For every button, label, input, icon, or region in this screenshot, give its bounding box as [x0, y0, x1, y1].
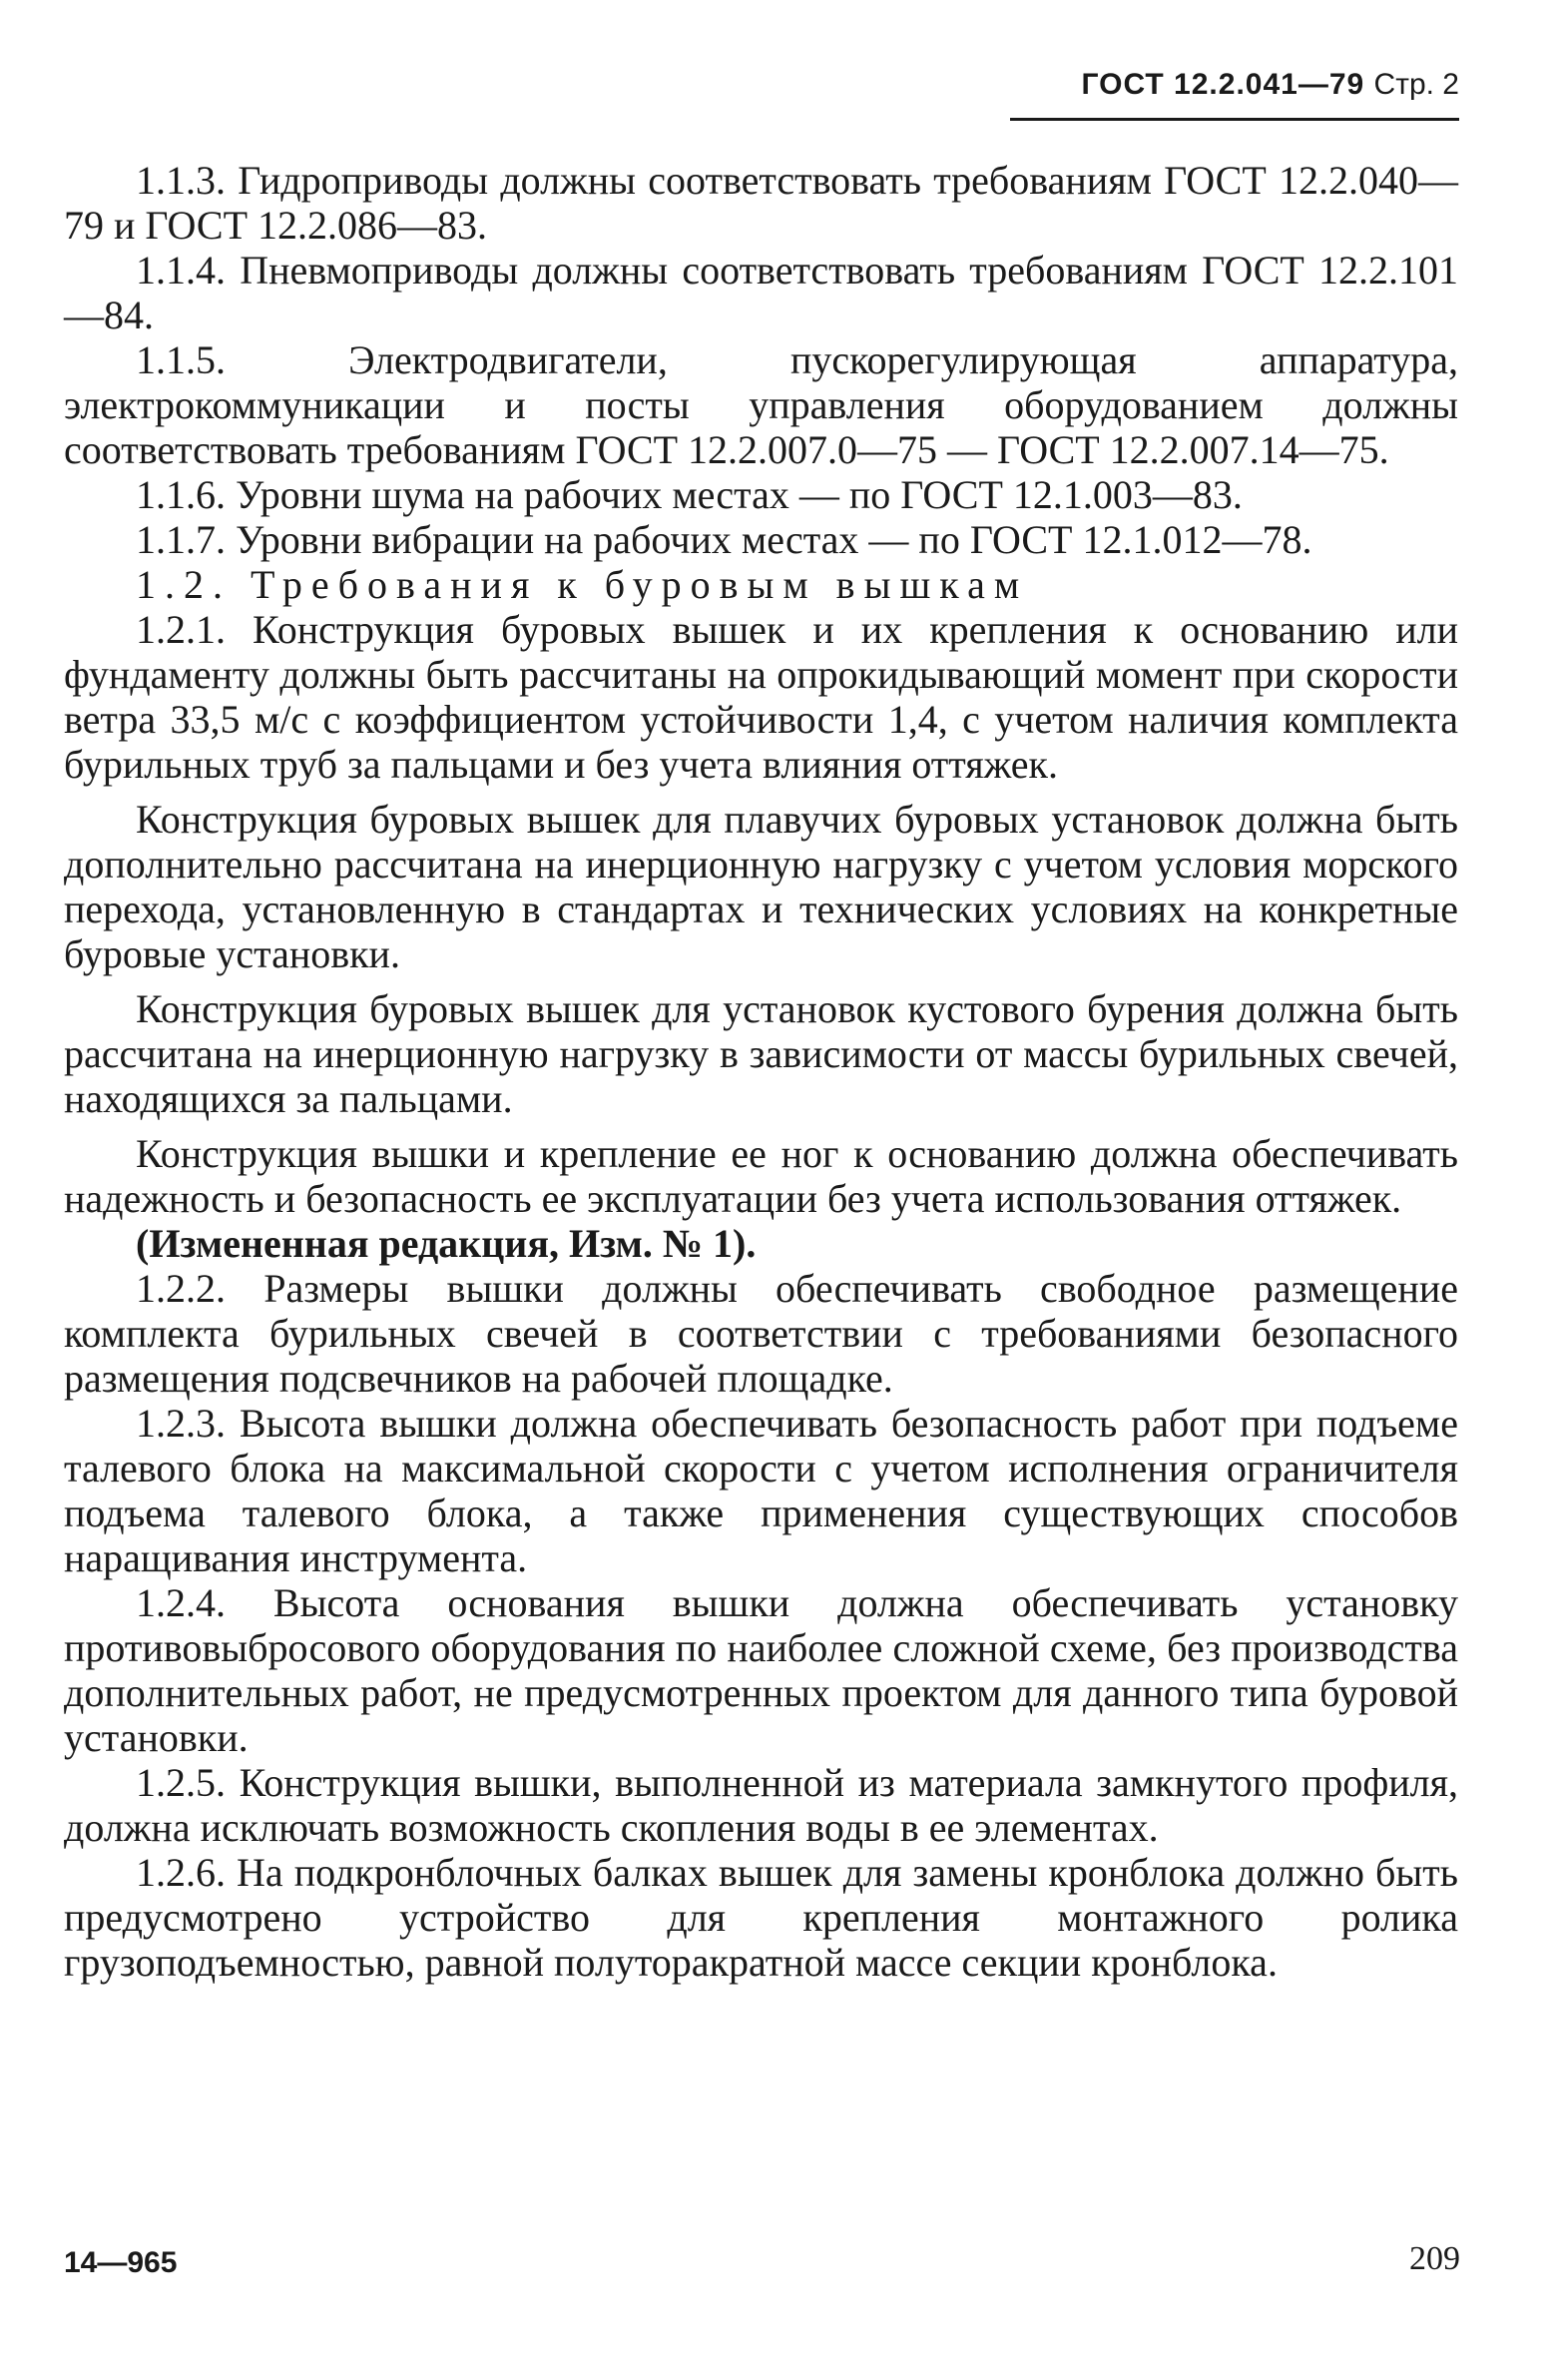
header-rule [1010, 118, 1459, 121]
paragraph-leg-fastening: Конструкция вышки и крепление ее ног к основанию должна обеспечивать надежность и безопасность ее эксплуатации без учета использования оттяжек. [64, 1131, 1458, 1221]
clause-1-2-6: 1.2.6. На подкронблочных балках вышек для замены кронблока должно быть предусмотрено устройство для крепления монтажного ролика грузоподъемностью, равной полуторакратной массе секции кронблока. [64, 1850, 1458, 1985]
amendment-note: (Измененная редакция, Изм. № 1). [136, 1221, 757, 1266]
clause-1-2-4: 1.2.4. Высота основания вышки должна обеспечивать установку противовыбросового оборудования по наиболее сложной схеме, без производства дополнительных работ, не предусмотренных проектом для данного типа буровой установки. [64, 1580, 1458, 1760]
clause-1-1-4: 1.1.4. Пневмоприводы должны соответствовать требованиям ГОСТ 12.2.101—84. [64, 248, 1458, 337]
page-number: 209 [1409, 2240, 1460, 2277]
page-label: Стр. 2 [1373, 68, 1459, 101]
clause-1-1-6: 1.1.6. Уровни шума на рабочих местах — по ГОСТ 12.1.003—83. [136, 472, 1243, 517]
body-text [64, 158, 1458, 1985]
clause-1-2-1: 1.2.1. Конструкция буровых вышек и их крепления к основанию или фундаменту должны быть рассчитаны на опрокидывающий момент при скорости ветра 33,5 м/с с коэффициентом устойчивости 1,4, с учетом наличия комплекта бурильных труб за пальцами и без учета влияния оттяжек. [64, 607, 1458, 787]
clause-1-2-3: 1.2.3. Высота вышки должна обеспечивать безопасность работ при подъеме талевого блока на максимальной скорости с учетом исполнения ограничителя подъема талевого блока, а также применения существующих способов наращивания инструмента. [64, 1401, 1458, 1580]
printer-signature: 14—965 [64, 2246, 178, 2279]
paragraph-floating-rigs: Конструкция буровых вышек для плавучих буровых установок должна быть дополнительно рассчитана на инерционную нагрузку с учетом условия морского перехода, установленную в стандартах и технических условиях на конкретные буровые установки. [64, 797, 1458, 976]
running-header [1082, 68, 1459, 102]
clause-1-2-2: 1.2.2. Размеры вышки должны обеспечивать свободное размещение комплекта бурильных свечей в соответствии с требованиями безопасного размещения подсвечников на рабочей площадке. [64, 1266, 1458, 1401]
clause-1-1-3: 1.1.3. Гидроприводы должны соответствовать требованиям ГОСТ 12.2.040—79 и ГОСТ 12.2.086—83. [64, 158, 1458, 248]
paragraph-cluster-drilling: Конструкция буровых вышек для установок кустового бурения должна быть рассчитана на инерционную нагрузку в зависимости от массы бурильных свечей, находящихся за пальцами. [64, 986, 1458, 1121]
section-heading-1-2: 1.2. Требования к буровым вышкам [136, 562, 1029, 607]
clause-1-1-5: 1.1.5. Электродвигатели, пускорегулирующая аппаратура, электрокоммуникации и посты управления оборудованием должны соответствовать требованиям ГОСТ 12.2.007.0—75 — ГОСТ 12.2.007.14—75. [64, 337, 1458, 472]
clause-1-1-7: 1.1.7. Уровни вибрации на рабочих местах — по ГОСТ 12.1.012—78. [136, 517, 1312, 562]
clause-1-2-5: 1.2.5. Конструкция вышки, выполненной из материала замкнутого профиля, должна исключать возможность скопления воды в ее элементах. [64, 1760, 1458, 1850]
standard-number: ГОСТ 12.2.041—79 [1081, 68, 1365, 101]
